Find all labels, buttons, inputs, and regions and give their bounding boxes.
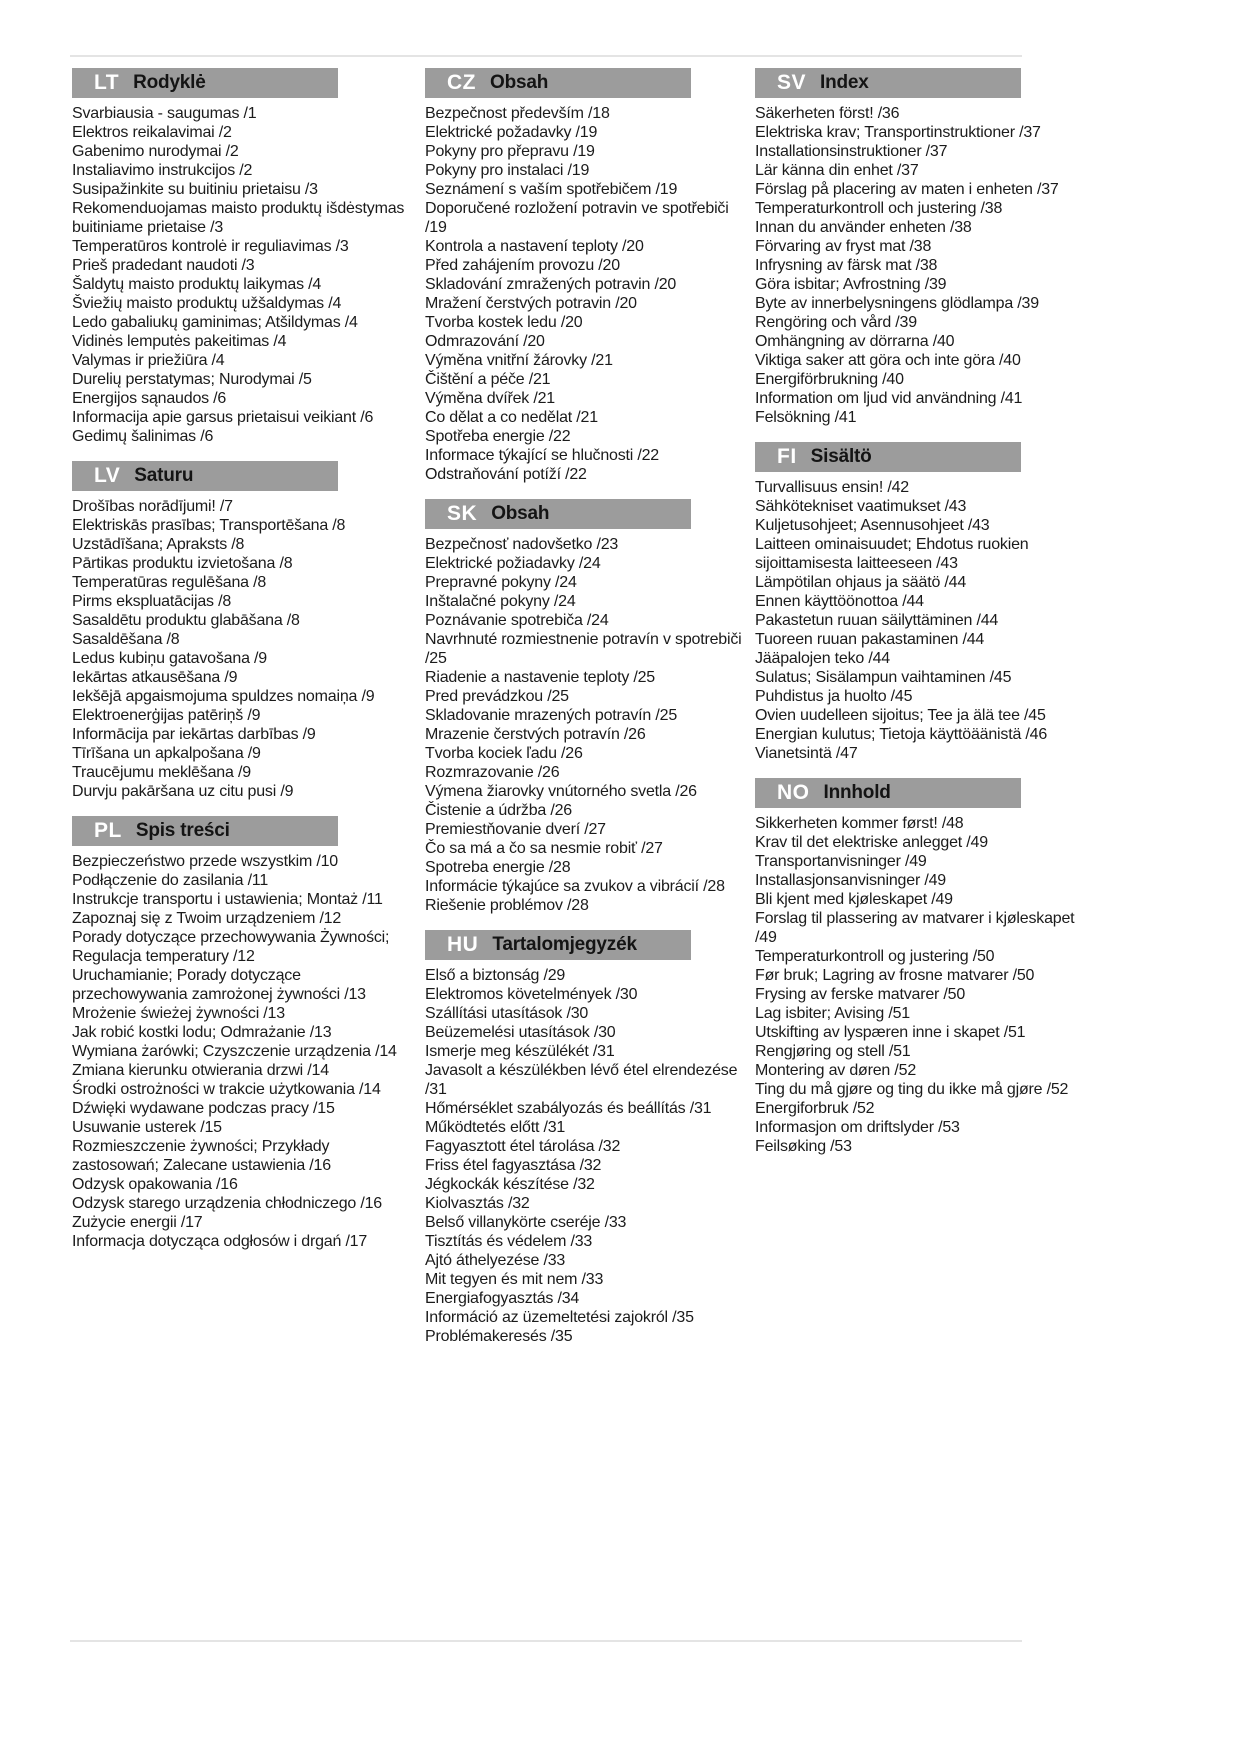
section-title: Sisältö	[810, 446, 872, 467]
toc-item: Ismerje meg készülékét /31	[425, 1043, 615, 1060]
section-header-fi	[755, 442, 1021, 472]
toc-item: Uruchamianie; Porady dotyczące przechowywania zamrożonej żywności /13	[72, 967, 366, 1003]
language-code: SK	[447, 502, 478, 525]
toc-item: Viktiga saker att göra och inte göra /40	[755, 352, 1021, 369]
toc-item: Ting du må gjøre og ting du ikke må gjøre /52	[755, 1081, 1069, 1098]
toc-item: Co dělat a co nedělat /21	[425, 409, 598, 426]
toc-item: Ennen käyttöönottoa /44	[755, 593, 924, 610]
toc-item: Uzstādīšana; Apraksts /8	[72, 536, 245, 553]
toc-item: Durvju pakāršana uz citu pusi /9	[72, 783, 294, 800]
toc-item: Instaliavimo instrukcijos /2	[72, 162, 253, 179]
toc-item: Odzysk starego urządzenia chłodniczego /16	[72, 1195, 383, 1212]
toc-item: Energian kulutus; Tietoja käyttöäänistä /46	[755, 726, 1048, 743]
toc-item: Förvaring av fryst mat /38	[755, 238, 932, 255]
toc-item: Feilsøking /53	[755, 1138, 852, 1155]
toc-item: Ovien uudelleen sijoitus; Tee ja älä tee /45	[755, 707, 1046, 724]
toc-column-1	[72, 68, 416, 1251]
section-header-hu	[425, 930, 691, 960]
toc-item: Rekomenduojamas maisto produktų išdėstymas buitiniame prietaise /3	[72, 200, 405, 236]
toc-item: Iekārtas atkausēšana /9	[72, 669, 238, 686]
toc-item: Transportanvisninger /49	[755, 853, 927, 870]
toc-item: Podłączenie do zasilania /11	[72, 872, 269, 889]
toc-item: Informācija par iekārtas darbības /9	[72, 726, 316, 743]
toc-item: Innan du använder enheten /38	[755, 219, 972, 236]
section-title: Tartalomjegyzék	[492, 934, 637, 955]
toc-item: Pokyny pro instalaci /19	[425, 162, 590, 179]
toc-item: Informácie týkajúce sa zvukov a vibrácií /28	[425, 878, 725, 895]
toc-item: Első a biztonság /29	[425, 967, 566, 984]
toc-item: Tvorba kostek ledu /20	[425, 314, 583, 331]
toc-item: Prepravné pokyny /24	[425, 574, 577, 591]
toc-item: Informasjon om driftslyder /53	[755, 1119, 960, 1136]
language-code: FI	[777, 445, 797, 468]
toc-item: Jégkockák készítése /32	[425, 1176, 595, 1193]
toc-item: Elektrické požadavky /19	[425, 124, 598, 141]
toc-item: Elektromos követelmények /30	[425, 986, 638, 1003]
toc-item: Ledo gabaliukų gaminimas; Atšildymas /4	[72, 314, 358, 331]
toc-item: Čistenie a údržba /26	[425, 802, 573, 819]
toc-item: Doporučené rozložení potravin ve spotřebiči /19	[425, 200, 729, 236]
toc-item: Installationsinstruktioner /37	[755, 143, 948, 160]
toc-item: Spotreba energie /28	[425, 859, 571, 876]
toc-item: Omhängning av dörrarna /40	[755, 333, 955, 350]
toc-item: Tīrīšana un apkalpošana /9	[72, 745, 261, 762]
language-code: SV	[777, 71, 807, 94]
toc-item: Energijos sąnaudos /6	[72, 390, 227, 407]
toc-item: Elektriskās prasības; Transportēšana /8	[72, 517, 346, 534]
toc-item: Laitteen ominaisuudet; Ehdotus ruokien sijoittamisesta laitteeseen /43	[755, 536, 1029, 572]
toc-item: Zużycie energii /17	[72, 1214, 203, 1231]
toc-item: Säkerheten först! /36	[755, 105, 900, 122]
toc-item: Energiförbrukning /40	[755, 371, 904, 388]
toc-item: Kuljetusohjeet; Asennusohjeet /43	[755, 517, 990, 534]
toc-item: Środki ostrożności w trakcie użytkowania /14	[72, 1081, 381, 1098]
toc-item: Rengjøring og stell /51	[755, 1043, 911, 1060]
toc-item: Navrhnuté rozmiestnenie potravín v spotrebiči /25	[425, 631, 742, 667]
toc-item: Infrysning av färsk mat /38	[755, 257, 938, 274]
toc-item: Iekšējā apgaismojuma spuldzes nomaiņa /9	[72, 688, 375, 705]
section-header-cz	[425, 68, 691, 98]
toc-item: Jääpalojen teko /44	[755, 650, 890, 667]
toc-item: Tuoreen ruuan pakastaminen /44	[755, 631, 985, 648]
section-header-lt	[72, 68, 338, 98]
toc-item: Energiafogyasztás /34	[425, 1290, 580, 1307]
toc-item: Zapoznaj się z Twoim urządzeniem /12	[72, 910, 342, 927]
toc-item: Poznávanie spotrebiča /24	[425, 612, 609, 629]
section-title: Obsah	[491, 503, 550, 524]
toc-item: Elektros reikalavimai /2	[72, 124, 232, 141]
language-code: LT	[94, 71, 120, 94]
toc-item: Szállítási utasítások /30	[425, 1005, 589, 1022]
toc-item: Mit tegyen és mit nem /33	[425, 1271, 604, 1288]
toc-item: Information om ljud vid användning /41	[755, 390, 1023, 407]
toc-item: Výmena žiarovky vnútorného svetla /26	[425, 783, 697, 800]
toc-item: Informacja dotycząca odgłosów i drgań /17	[72, 1233, 368, 1250]
toc-item: Bezpečnost především /18	[425, 105, 610, 122]
toc-item: Valymas ir priežiūra /4	[72, 352, 225, 369]
toc-item: Informace týkající se hlučnosti /22	[425, 447, 660, 464]
toc-item: Pārtikas produktu izvietošana /8	[72, 555, 293, 572]
toc-item: Mrożenie świeżej żywności /13	[72, 1005, 285, 1022]
toc-item: Sähkötekniset vaatimukset /43	[755, 498, 967, 515]
toc-item: Informacija apie garsus prietaisui veikiant /6	[72, 409, 374, 426]
toc-item: Temperatūras regulēšana /8	[72, 574, 267, 591]
toc-item: Riadenie a nastavenie teploty /25	[425, 669, 656, 686]
toc-item: Jak robić kostki lodu; Odmrażanie /13	[72, 1024, 332, 1041]
toc-item: Svarbiausia - saugumas /1	[72, 105, 257, 122]
toc-item: Inštalačné pokyny /24	[425, 593, 576, 610]
toc-item: Kontrola a nastavení teploty /20	[425, 238, 644, 255]
toc-item: Byte av innerbelysningens glödlampa /39	[755, 295, 1039, 312]
toc-item: Belső villanykörte cseréje /33	[425, 1214, 627, 1231]
language-code: PL	[94, 819, 122, 842]
toc-item: Göra isbitar; Avfrostning /39	[755, 276, 947, 293]
toc-item: Čištění a péče /21	[425, 371, 551, 388]
toc-item: Rozmrazovanie /26	[425, 764, 560, 781]
toc-item: Mražení čerstvých potravin /20	[425, 295, 637, 312]
toc-item: Traucējumu meklēšana /9	[72, 764, 251, 781]
toc-item: Wymiana żarówki; Czyszczenie urządzenia /14	[72, 1043, 397, 1060]
section-title: Innhold	[823, 782, 891, 803]
toc-item: Tisztítás és védelem /33	[425, 1233, 593, 1250]
toc-item: Výměna vnitřní žárovky /21	[425, 352, 613, 369]
toc-item: Problémakeresés /35	[425, 1328, 573, 1345]
toc-item: Utskifting av lyspæren inne i skapet /51	[755, 1024, 1026, 1041]
toc-item: Drošības norādījumi! /7	[72, 498, 233, 515]
toc-item: Šaldytų maisto produktų laikymas /4	[72, 276, 322, 293]
language-code: LV	[94, 464, 121, 487]
toc-item: Forslag til plassering av matvarer i kjøleskapet /49	[755, 910, 1075, 946]
toc-item: Zmiana kierunku otwierania drzwi /14	[72, 1062, 329, 1079]
toc-item: Odmrazování /20	[425, 333, 545, 350]
toc-item: Frysing av ferske matvarer /50	[755, 986, 966, 1003]
section-title: Spis treści	[135, 820, 230, 841]
section-title: Index	[820, 72, 869, 93]
toc-item: Elektroenerģijas patēriņš /9	[72, 707, 261, 724]
toc-item: Pred prevádzkou /25	[425, 688, 569, 705]
toc-item: Porady dotyczące przechowywania Żywności; Regulacja temperatury /12	[72, 929, 390, 965]
toc-item: Pokyny pro přepravu /19	[425, 143, 595, 160]
toc-item: Gedimų šalinimas /6	[72, 428, 214, 445]
section-title: Saturu	[134, 465, 194, 486]
toc-item: Čo sa má a čo sa nesmie robiť /27	[425, 840, 663, 857]
toc-column-2	[425, 68, 749, 1346]
section-header-no	[755, 778, 1021, 808]
toc-item: Vidinės lemputės pakeitimas /4	[72, 333, 287, 350]
toc-item: Elektriska krav; Transportinstruktioner /37	[755, 124, 1041, 141]
toc-item: Pakastetun ruuan säilyttäminen /44	[755, 612, 999, 629]
toc-item: Susipažinkite su buitiniu prietaisu /3	[72, 181, 318, 198]
toc-column-3	[755, 68, 1093, 1156]
toc-item: Odstraňování potíží /22	[425, 466, 587, 483]
toc-item: Før bruk; Lagring av frosne matvarer /50	[755, 967, 1035, 984]
toc-item: Prieš pradedant naudoti /3	[72, 257, 255, 274]
toc-item: Spotřeba energie /22	[425, 428, 571, 445]
toc-item: Bli kjent med kjøleskapet /49	[755, 891, 953, 908]
bottom-rule	[70, 1640, 1022, 1642]
toc-item: Durelių perstatymas; Nurodymai /5	[72, 371, 312, 388]
language-code: CZ	[447, 71, 476, 94]
toc-item: Dźwięki wydawane podczas pracy /15	[72, 1100, 335, 1117]
toc-item: Förslag på placering av maten i enheten /37	[755, 181, 1059, 198]
toc-item: Pirms ekspluatācijas /8	[72, 593, 232, 610]
top-rule	[70, 55, 1022, 57]
toc-item: Rengöring och vård /39	[755, 314, 917, 331]
toc-item: Montering av døren /52	[755, 1062, 917, 1079]
toc-item: Ledus kubiņu gatavošana /9	[72, 650, 267, 667]
toc-item: Működtetés előtt /31	[425, 1119, 566, 1136]
toc-item: Temperaturkontroll og justering /50	[755, 948, 995, 965]
toc-item: Fagyasztott étel tárolása /32	[425, 1138, 621, 1155]
toc-item: Rozmieszczenie żywności; Przykłady zastosowań; Zalecane ustawienia /16	[72, 1138, 331, 1174]
toc-item: Riešenie problémov /28	[425, 897, 589, 914]
language-code: NO	[777, 781, 810, 804]
toc-item: Gabenimo nurodymai /2	[72, 143, 239, 160]
toc-item: Puhdistus ja huolto /45	[755, 688, 913, 705]
toc-item: Premiestňovanie dverí /27	[425, 821, 606, 838]
toc-item: Bezpečnosť nadovšetko /23	[425, 536, 619, 553]
toc-item: Friss étel fagyasztása /32	[425, 1157, 602, 1174]
toc-item: Šviežių maisto produktų užšaldymas /4	[72, 295, 342, 312]
toc-item: Javasolt a készülékben lévő étel elrendezése /31	[425, 1062, 738, 1098]
toc-item: Usuwanie usterek /15	[72, 1119, 222, 1136]
toc-item: Installasjonsanvisninger /49	[755, 872, 946, 889]
toc-item: Instrukcje transportu i ustawienia; Montaż /11	[72, 891, 383, 908]
toc-item: Skladovanie mrazených potravín /25	[425, 707, 678, 724]
section-header-sv	[755, 68, 1021, 98]
toc-item: Vianetsintä /47	[755, 745, 858, 762]
toc-item: Hőmérséklet szabályozás és beállítás /31	[425, 1100, 712, 1117]
section-header-pl	[72, 816, 338, 846]
toc-item: Tvorba kociek ľadu /26	[425, 745, 583, 762]
toc-item: Sulatus; Sisälampun vaihtaminen /45	[755, 669, 1012, 686]
toc-item: Výměna dvířek /21	[425, 390, 555, 407]
toc-item: Lag isbiter; Avising /51	[755, 1005, 911, 1022]
section-header-sk	[425, 499, 691, 529]
toc-item: Skladování zmražených potravin /20	[425, 276, 677, 293]
toc-item: Sikkerheten kommer først! /48	[755, 815, 964, 832]
toc-item: Felsökning /41	[755, 409, 857, 426]
section-header-lv	[72, 461, 338, 491]
toc-item: Ajtó áthelyezése /33	[425, 1252, 566, 1269]
toc-item: Krav til det elektriske anlegget /49	[755, 834, 988, 851]
toc-item: Sasaldētu produktu glabāšana /8	[72, 612, 300, 629]
toc-item: Bezpieczeństwo przede wszystkim /10	[72, 853, 339, 870]
toc-item: Seznámení s vaším spotřebičem /19	[425, 181, 678, 198]
toc-item: Elektrické požiadavky /24	[425, 555, 601, 572]
toc-item: Temperaturkontroll och justering /38	[755, 200, 1003, 217]
toc-item: Lämpötilan ohjaus ja säätö /44	[755, 574, 967, 591]
section-title: Obsah	[490, 72, 549, 93]
toc-item: Energiforbruk /52	[755, 1100, 875, 1117]
toc-item: Odzysk opakowania /16	[72, 1176, 238, 1193]
toc-item: Sasaldēšana /8	[72, 631, 180, 648]
section-title: Rodyklė	[133, 72, 206, 93]
toc-item: Mrazenie čerstvých potravín /26	[425, 726, 646, 743]
toc-item: Turvallisuus ensin! /42	[755, 479, 909, 496]
toc-item: Kiolvasztás /32	[425, 1195, 530, 1212]
toc-item: Információ az üzemeltetési zajokról /35	[425, 1309, 694, 1326]
toc-item: Temperatūros kontrolė ir reguliavimas /3	[72, 238, 349, 255]
toc-item: Před zahájením provozu /20	[425, 257, 620, 274]
language-code: HU	[447, 933, 479, 956]
toc-item: Beüzemelési utasítások /30	[425, 1024, 616, 1041]
toc-item: Lär känna din enhet /37	[755, 162, 919, 179]
